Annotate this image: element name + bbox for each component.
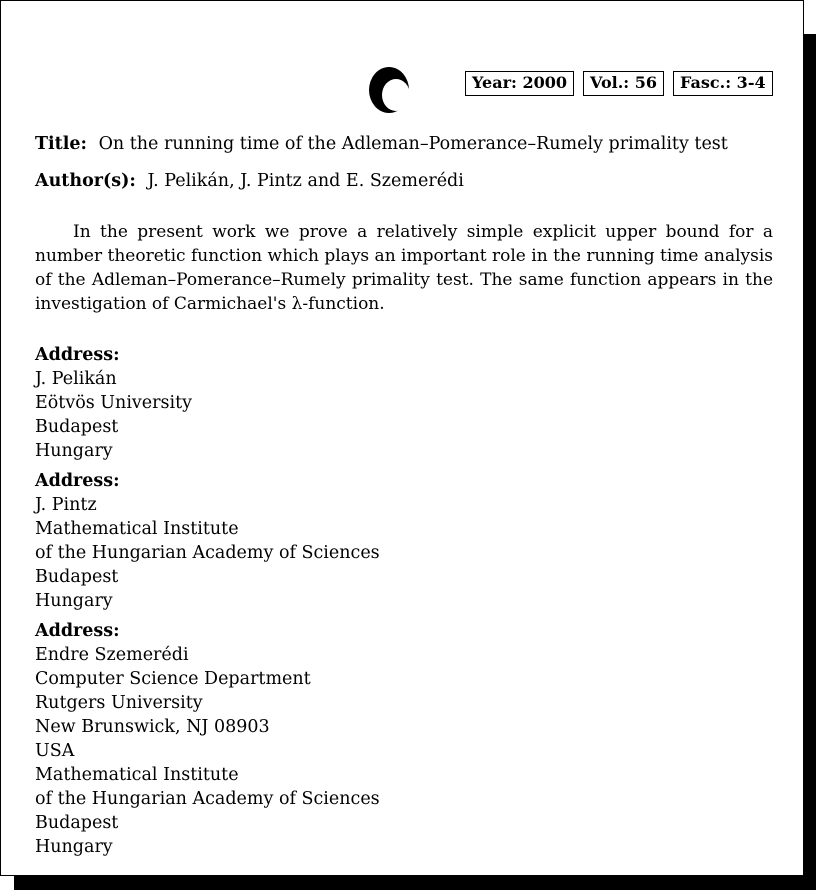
volume-badge: Vol.: 56 [583, 71, 664, 96]
address-line: Eötvös University [35, 393, 193, 413]
address-line: Hungary [35, 591, 113, 611]
address-label: Address: [35, 471, 120, 491]
abstract: In the present work we prove a relatively simple explicit upper bound for a number theoretic function which plays an important role in the running time analysis of the Adleman–Pomerance–Rumely primality test. The same function appears in the investigation of Carmichael's λ-function. [35, 222, 773, 314]
address-line: Mathematical Institute [35, 765, 239, 785]
address-line: of the Hungarian Academy of Sciences [35, 543, 380, 563]
address-line: J. Pelikán [35, 369, 117, 389]
address-line: of the Hungarian Academy of Sciences [35, 789, 380, 809]
address-line: Hungary [35, 441, 113, 461]
address-line: New Brunswick, NJ 08903 [35, 717, 270, 737]
year-badge: Year: 2000 [465, 71, 574, 96]
address-block [35, 619, 380, 859]
address-line: Budapest [35, 813, 119, 833]
paper-authors: J. Pelikán, J. Pintz and E. Szemerédi [147, 171, 464, 191]
address-block [35, 343, 380, 463]
fascicle-badge: Fasc.: 3-4 [673, 71, 773, 96]
paper-title: On the running time of the Adleman–Pomerance–Rumely primality test [98, 134, 728, 154]
address-line: Mathematical Institute [35, 519, 239, 539]
page-shadow-right [804, 34, 816, 890]
title-label: Title: [35, 134, 87, 154]
address-list [35, 343, 380, 865]
title-line [35, 134, 728, 154]
address-line: Endre Szemerédi [35, 645, 189, 665]
issue-info [465, 71, 773, 96]
authors-label: Author(s): [35, 171, 136, 191]
address-line: Hungary [35, 837, 113, 857]
page-shadow-bottom [14, 876, 816, 890]
address-line: Rutgers University [35, 693, 203, 713]
address-label: Address: [35, 345, 120, 365]
journal-logo-icon [369, 67, 413, 113]
address-label: Address: [35, 621, 120, 641]
address-line: Computer Science Department [35, 669, 311, 689]
address-line: Budapest [35, 567, 119, 587]
authors-line [35, 171, 464, 191]
address-line: USA [35, 741, 75, 761]
address-line: J. Pintz [35, 495, 97, 515]
address-block [35, 469, 380, 613]
address-line: Budapest [35, 417, 119, 437]
